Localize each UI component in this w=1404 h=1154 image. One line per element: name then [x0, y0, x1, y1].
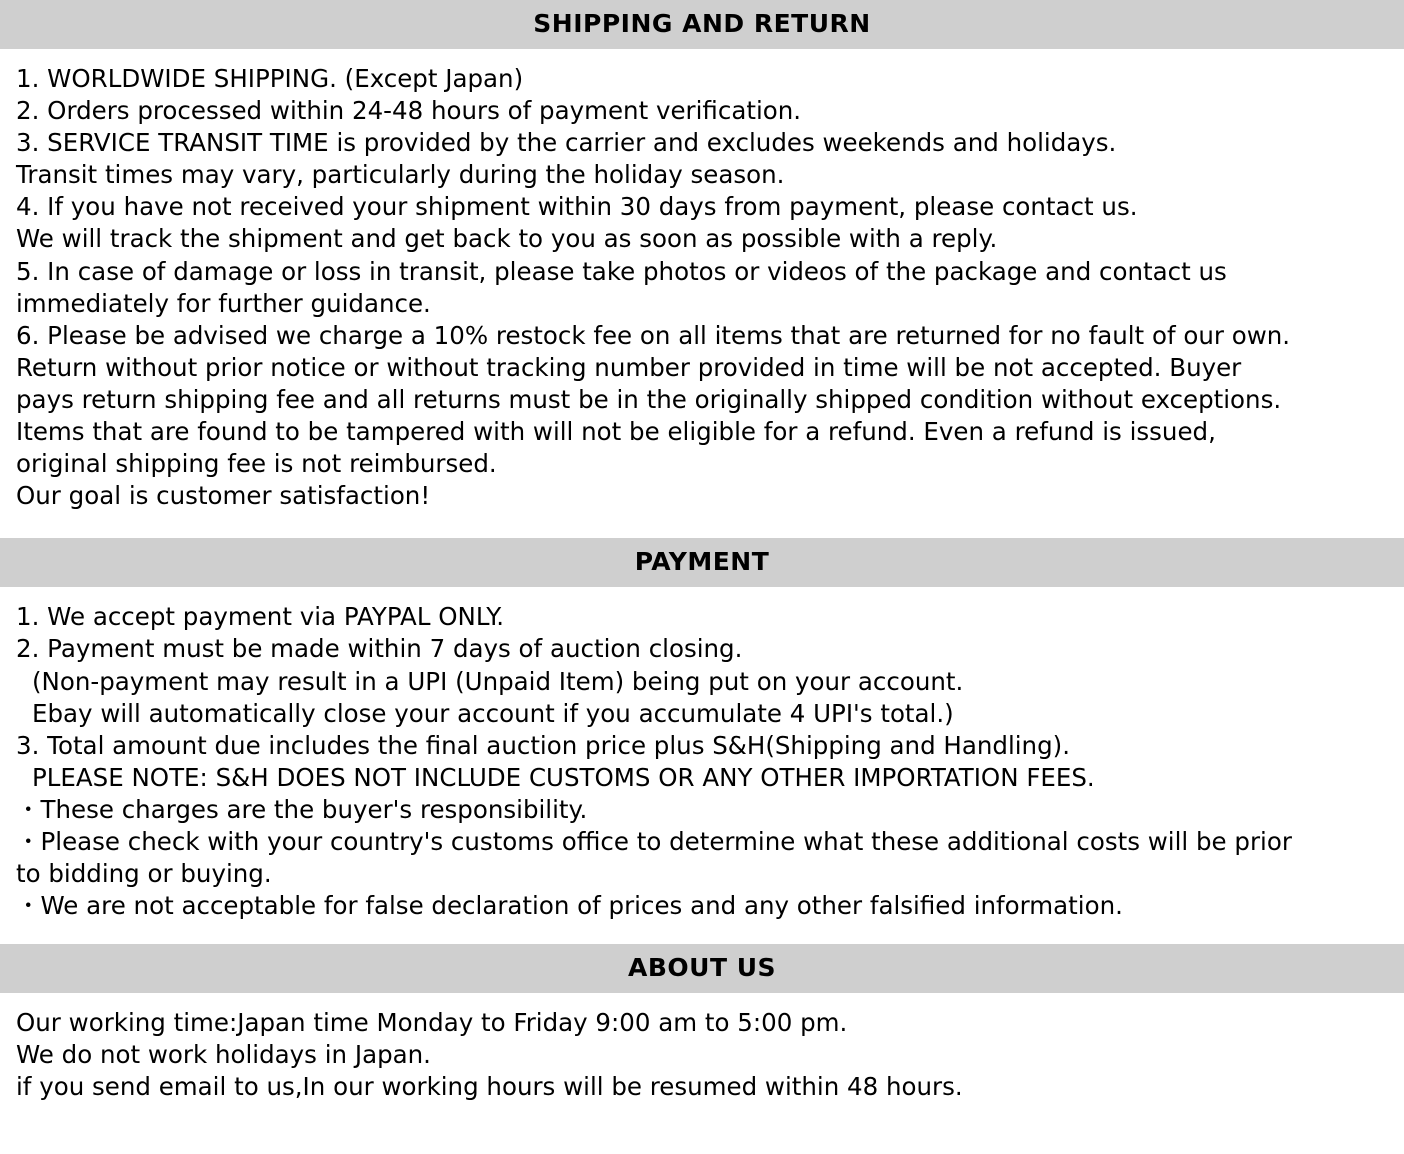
- policy-line: pays return shipping fee and all returns must be in the originally shipped condition without exceptions.: [16, 384, 1282, 414]
- policy-line: We will track the shipment and get back to you as soon as possible with a reply.: [16, 224, 998, 254]
- section-title-shipping-and-return: SHIPPING AND RETURN: [0, 0, 1404, 49]
- policy-line: ・These charges are the buyer's responsibility.: [16, 794, 588, 824]
- policy-line: 1. WORLDWIDE SHIPPING. (Except Japan): [16, 64, 524, 93]
- policy-line: 3. Total amount due includes the final auction price plus S&H(Shipping and Handling).: [16, 730, 1070, 760]
- policy-line: (Non-payment may result in a UPI (Unpaid Item) being put on your account.: [32, 666, 964, 696]
- policy-line: Items that are found to be tampered with will not be eligible for a refund. Even a refund is issued,: [16, 417, 1216, 447]
- policy-line: to bidding or buying.: [16, 859, 272, 889]
- spacer: [0, 518, 1404, 538]
- section-payment: [0, 538, 1404, 944]
- policy-line: ・Please check with your country's customs office to determine what these additional costs will be prior: [16, 826, 1292, 856]
- policy-line: if you send email to us,In our working hours will be resumed within 48 hours.: [16, 1072, 963, 1102]
- section-title-about-us: ABOUT US: [0, 944, 1404, 993]
- spacer: [0, 1110, 1404, 1126]
- policy-line: 3. SERVICE TRANSIT TIME is provided by the carrier and excludes weekends and holidays.: [16, 128, 1117, 158]
- section-body-about-us: [0, 993, 1404, 1109]
- policy-line: Our working time:Japan time Monday to Friday 9:00 am to 5:00 pm.: [16, 1008, 848, 1038]
- policy-line: 2. Orders processed within 24-48 hours of payment verification.: [16, 96, 802, 126]
- policy-line: We do not work holidays in Japan.: [16, 1040, 431, 1070]
- policy-line: 1. We accept payment via PAYPAL ONLY.: [16, 602, 505, 632]
- policy-line: Transit times may vary, particularly during the holiday season.: [16, 160, 785, 190]
- policy-line: 2. Payment must be made within 7 days of auction closing.: [16, 634, 743, 664]
- policy-line: 6. Please be advised we charge a 10% restock fee on all items that are returned for no fault of our own.: [16, 320, 1291, 350]
- policy-line: immediately for further guidance.: [16, 288, 431, 318]
- spacer: [0, 928, 1404, 944]
- policy-line: Our goal is customer satisfaction!: [16, 481, 431, 511]
- policy-line: 4. If you have not received your shipment within 30 days from payment, please contact us.: [16, 192, 1138, 222]
- section-body-payment: [0, 587, 1404, 928]
- policy-line: ・We are not acceptable for false declaration of prices and any other falsified information.: [16, 891, 1123, 921]
- section-about-us: [0, 944, 1404, 1125]
- policy-line: 5. In case of damage or loss in transit, please take photos or videos of the package and contact us: [16, 256, 1227, 286]
- policy-line: PLEASE NOTE: S&H DOES NOT INCLUDE CUSTOMS OR ANY OTHER IMPORTATION FEES.: [32, 762, 1095, 792]
- section-body-shipping-and-return: [0, 49, 1404, 518]
- policy-line: original shipping fee is not reimbursed.: [16, 449, 497, 479]
- policy-line: Return without prior notice or without tracking number provided in time will be not accepted. Buyer: [16, 352, 1242, 382]
- section-title-payment: PAYMENT: [0, 538, 1404, 587]
- policy-line: Ebay will automatically close your account if you accumulate 4 UPI's total.): [32, 698, 954, 728]
- section-shipping-and-return: [0, 0, 1404, 538]
